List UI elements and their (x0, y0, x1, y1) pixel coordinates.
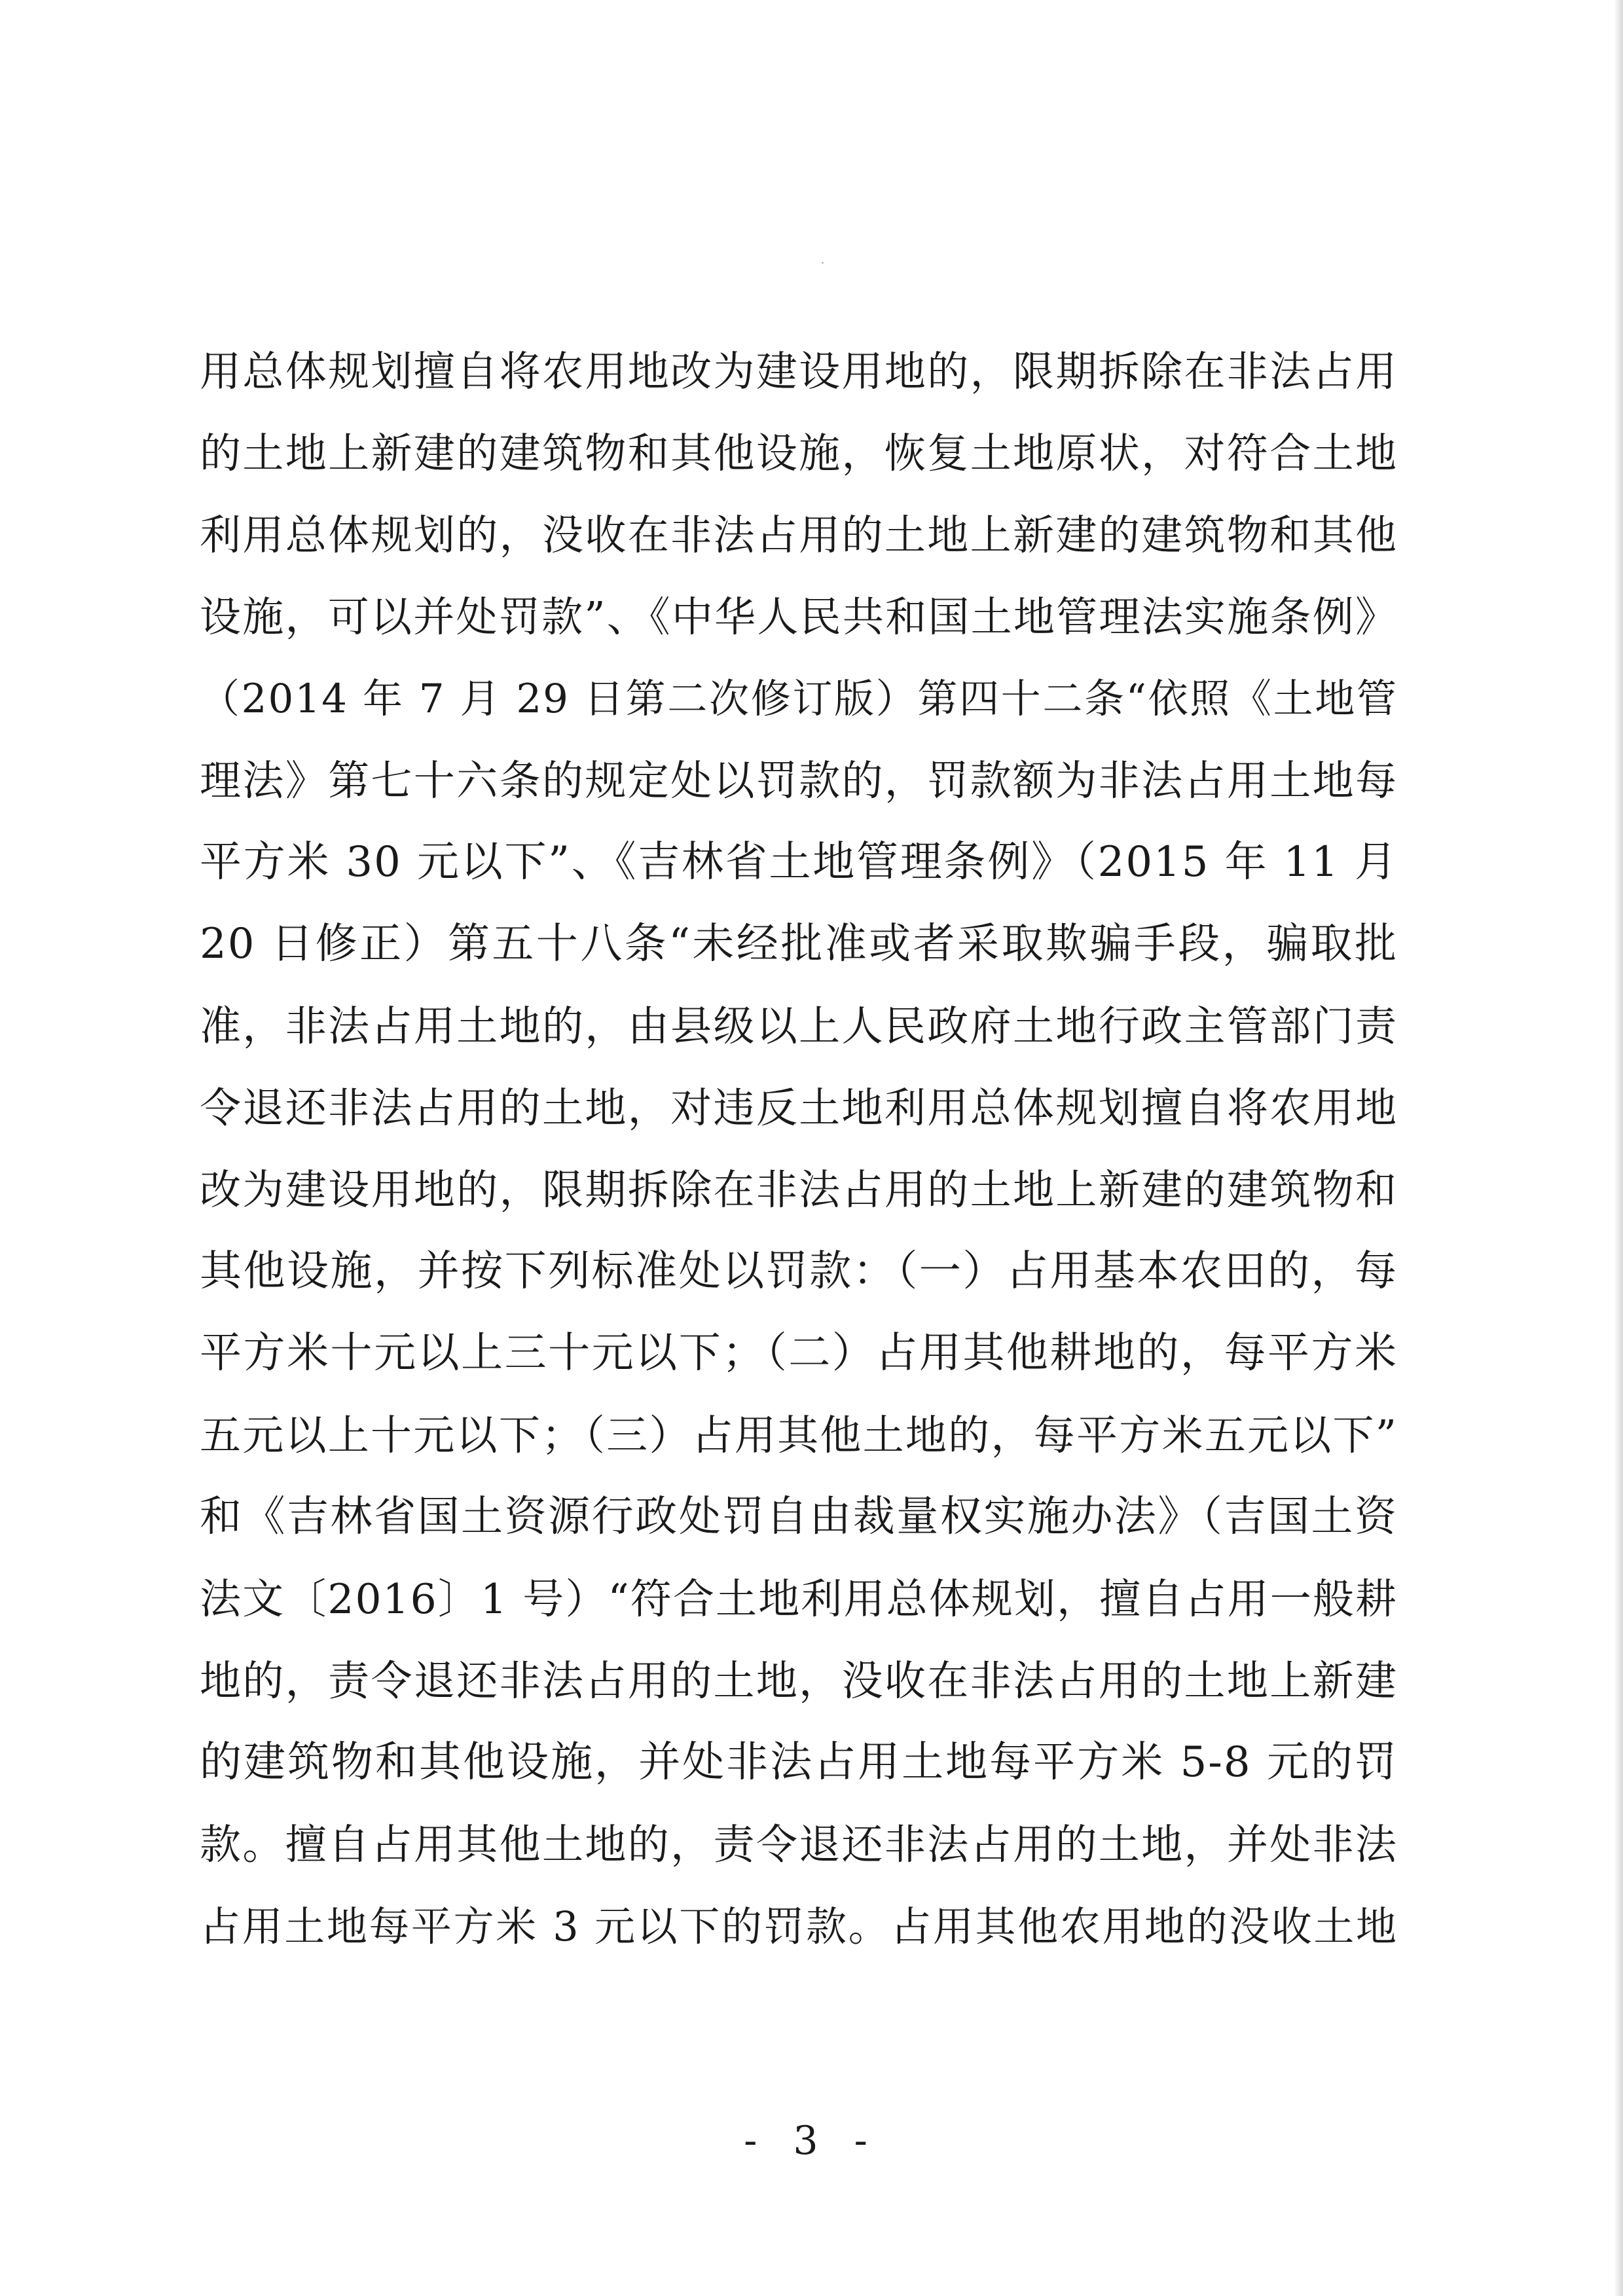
text-line: 平方米 30 元以下”、《吉林省土地管理条例》（2015 年 11 月 (200, 838, 1398, 886)
text-line: 平方米十元以上三十元以下；（二）占用其他耕地的，每平方米 (200, 1329, 1398, 1377)
scan-speck (822, 262, 824, 264)
text-line: 的土地上新建的建筑物和其他设施，恢复土地原状，对符合土地 (200, 429, 1398, 477)
text-line: 20 日修正）第五十八条“未经批准或者采取欺骗手段，骗取批 (200, 920, 1398, 968)
text-line: 用总体规划擅自将农用地改为建设用地的，限期拆除在非法占用 (200, 348, 1398, 395)
scan-edge-shadow (1614, 0, 1623, 2296)
text-line: 法文〔2016〕1 号）“符合土地利用总体规划，擅自占用一般耕 (200, 1575, 1398, 1623)
text-line: （2014 年 7 月 29 日第二次修订版）第四十二条“依照《土地管 (200, 676, 1398, 722)
text-line: 令退还非法占用的土地，对违反土地利用总体规划擅自将农用地 (200, 1084, 1398, 1132)
text-line: 利用总体规划的，没收在非法占用的土地上新建的建筑物和其他 (200, 511, 1398, 559)
text-line: 的建筑物和其他设施，并处非法占用土地每平方米 5-8 元的罚 (200, 1738, 1398, 1787)
text-line: 地的，责令退还非法占用的土地，没收在非法占用的土地上新建 (200, 1657, 1398, 1705)
text-line: 设施，可以并处罚款”、《中华人民共和国土地管理法实施条例》 (200, 593, 1398, 641)
text-line: 准，非法占用土地的，由县级以上人民政府土地行政主管部门责 (200, 1002, 1398, 1050)
page-number: - 3 - (744, 2118, 879, 2164)
text-line: 款。擅自占用其他土地的，责令退还非法占用的土地，并处非法 (200, 1821, 1398, 1868)
body-text (200, 331, 1398, 1967)
text-line: 和《吉林省国土资源行政处罚自由裁量权实施办法》（吉国土资 (200, 1493, 1398, 1541)
text-line: 其他设施，并按下列标准处以罚款：（一）占用基本农田的，每 (200, 1247, 1398, 1296)
text-line: 五元以上十元以下；（三）占用其他土地的，每平方米五元以下” (200, 1412, 1398, 1459)
text-line: 改为建设用地的，限期拆除在非法占用的土地上新建的建筑物和 (200, 1166, 1398, 1214)
text-line: 占用土地每平方米 3 元以下的罚款。占用其他农用地的没收土地 (200, 1903, 1398, 1950)
text-line: 理法》第七十六条的规定处以罚款的，罚款额为非法占用土地每 (200, 757, 1398, 805)
